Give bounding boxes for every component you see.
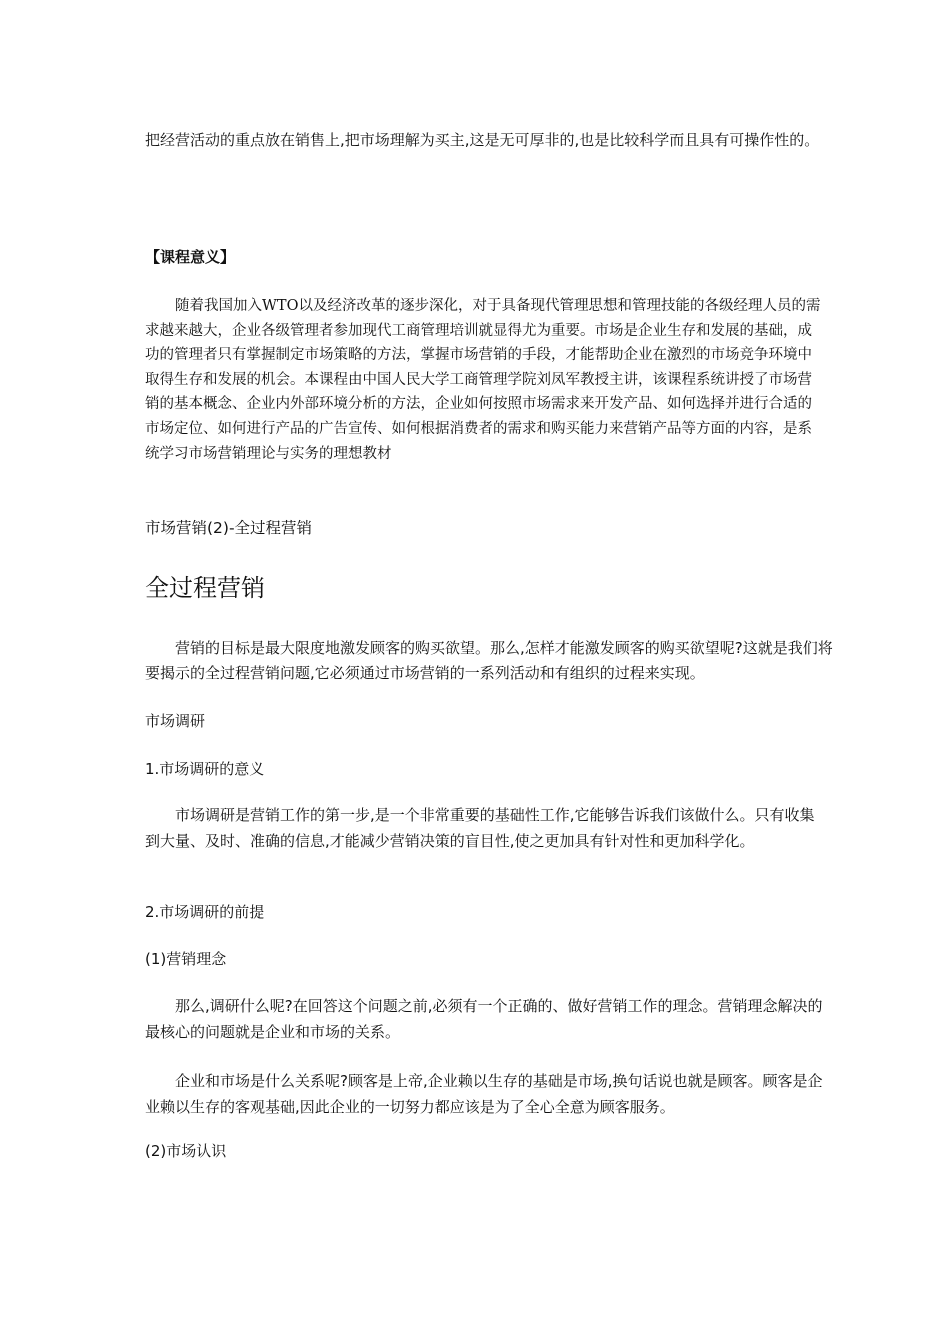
section-subtitle: 市场营销(2)-全过程营销 — [145, 519, 313, 537]
heading-research-premise: 2.市场调研的前提 — [145, 903, 265, 921]
paragraph-research-meaning: 市场调研是营销工作的第一步,是一个非常重要的基础性工作,它能够告诉我们该做什么。只有收集到大量、及时、准确的信息,才能减少营销决策的盲目性,使之更加具有针对性和更加科学化。 — [145, 806, 815, 850]
paragraph-marketing-concept: 那么,调研什么呢?在回答这个问题之前,必须有一个正确的、做好营销工作的理念。营销理念解决的最核心的问题就是企业和市场的关系。 — [145, 997, 823, 1041]
heading-course-significance: 【课程意义】 — [145, 248, 236, 266]
heading-research-meaning: 1.市场调研的意义 — [145, 760, 265, 778]
paragraph-customer-relation: 企业和市场是什么关系呢?顾客是上帝,企业赖以生存的基础是市场,换句话说也就是顾客。顾客是企业赖以生存的客观基础,因此企业的一切努力都应该是为了全心全意为顾客服务。 — [145, 1072, 823, 1116]
paragraph-intro: 把经营活动的重点放在销售上,把市场理解为买主,这是无可厚非的,也是比较科学而且具有可操作性的。 — [145, 131, 820, 149]
heading-market-understanding: (2)市场认识 — [145, 1142, 227, 1160]
section-title: 全过程营销 — [145, 574, 265, 602]
heading-marketing-concept: (1)营销理念 — [145, 950, 227, 968]
heading-market-research: 市场调研 — [145, 712, 206, 730]
paragraph-course-significance: 随着我国加入WTO以及经济改革的逐步深化，对于具备现代管理思想和管理技能的各级经理人员的需求越来越大，企业各级管理者参加现代工商管理培训就显得尤为重要。市场是企业生存和发展的基础，成功的管理者只有掌握制定市场策略的方法，掌握市场营销的手段，才能帮助企业在激烈的市场竞争环境中取得生存和发展的机会。本课程由中国人民大学工商管理学院刘凤军教授主讲，该课程系统讲授了市场营销的基本概念、企业内外部环境分析的方法，企业如何按照市场需求来开发产品、如何选择并进行合适的市场定位、如何进行产品的广告宣传、如何根据消费者的需求和购买能力来营销产品等方面的内容，是系统学习市场营销理论与实务的理想教材 — [145, 298, 821, 462]
paragraph-marketing-goal: 营销的目标是最大限度地激发顾客的购买欲望。那么,怎样才能激发顾客的购买欲望呢?这就是我们将要揭示的全过程营销问题,它必须通过市场营销的一系列活动和有组织的过程来实现。 — [145, 639, 833, 682]
